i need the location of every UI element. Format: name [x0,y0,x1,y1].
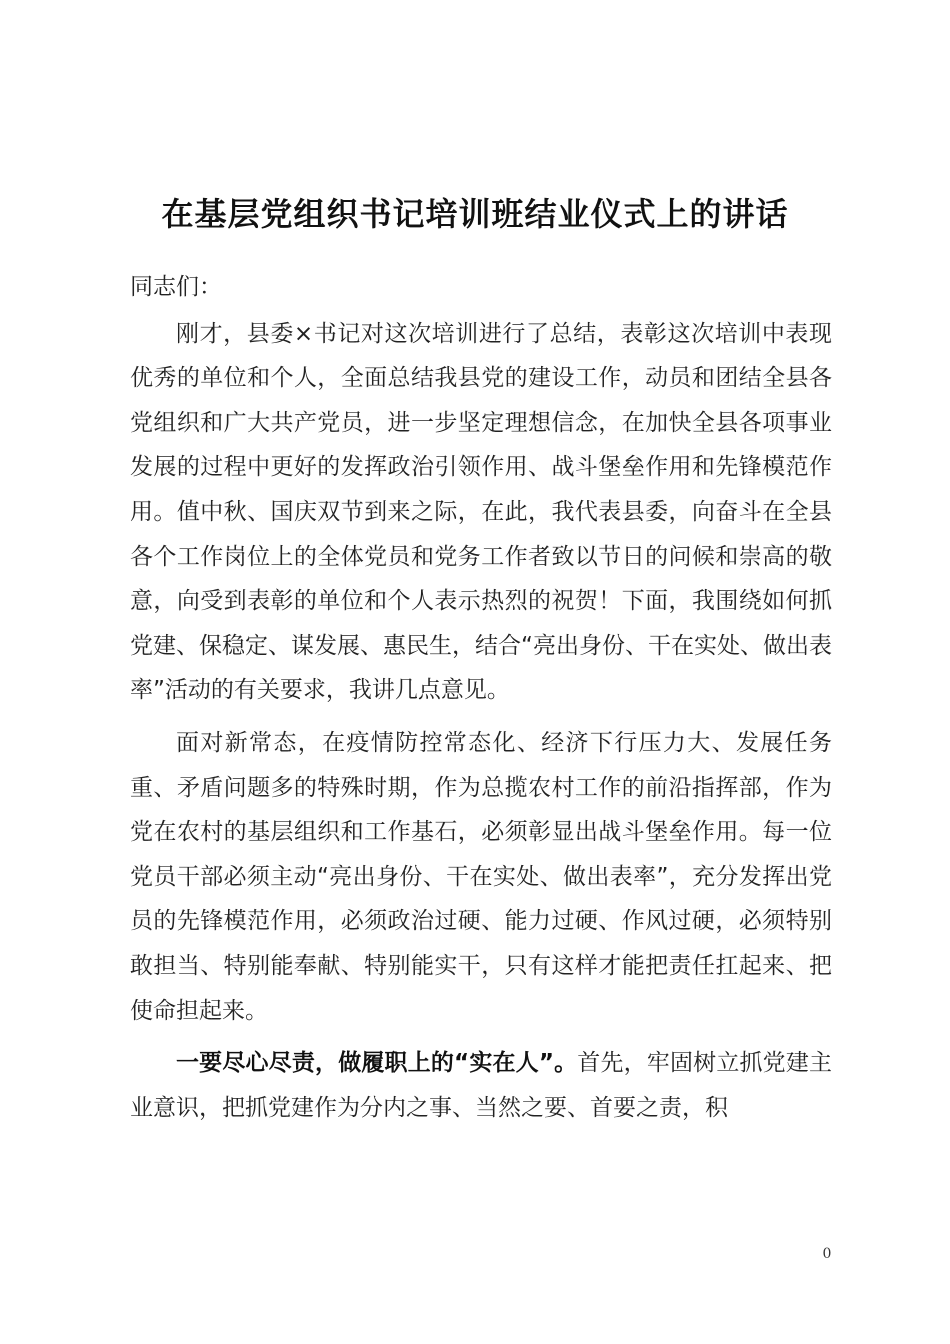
paragraph-text: 首先，牢固树立抓党建主业意识，把抓党建作为分内之事、当然之要、首要之责，积 [130,1050,832,1121]
paragraph-lead-heading: 一要尽心尽责，做履职上的“实在人”。 [176,1050,578,1077]
paragraph-context [130,721,832,1033]
document-title: 在基层党组织书记培训班结业仪式上的讲话 [161,195,789,234]
paragraph-point-one [130,1041,832,1130]
paragraph-text: 刚才，县委×书记对这次培训进行了总结，表彰这次培训中表现优秀的单位和个人，全面总结我县党的建设工作，动员和团结全县各党组织和广大共产党员，进一步坚定理想信念，在加快全县各项事业发展的过程中更好的发挥政治引领作用、战斗堡垒作用和先锋模范作用。值中秋、国庆双节到来之际，在此，我代表县委，向奋斗在全县各个工作岗位上的全体党员和党务工作者致以节日的问候和崇高的敬意，向受到表彰的单位和个人表示热烈的祝贺！下面，我围绕如何抓党建、保稳定、谋发展、惠民生，结合“亮出身份、干在实处、做出表率”活动的有关要求，我讲几点意见。 [130,320,832,704]
paragraph-opening [130,312,832,713]
salutation: 同志们： [130,274,222,300]
document-body [130,265,832,1134]
page-number: 0 [822,1246,832,1262]
paragraph-text: 面对新常态，在疫情防控常态化、经济下行压力大、发展任务重、矛盾问题多的特殊时期，作为总揽农村工作的前沿指挥部，作为党在农村的基层组织和工作基石，必须彰显出战斗堡垒作用。每一位党员干部必须主动“亮出身份、干在实处、做出表率”，充分发挥出党员的先锋模范作用，必须政治过硬、能力过硬、作风过硬，必须特别敢担当、特别能奉献、特别能实干，只有这样才能把责任扛起来、把使命担起来。 [130,729,832,1024]
